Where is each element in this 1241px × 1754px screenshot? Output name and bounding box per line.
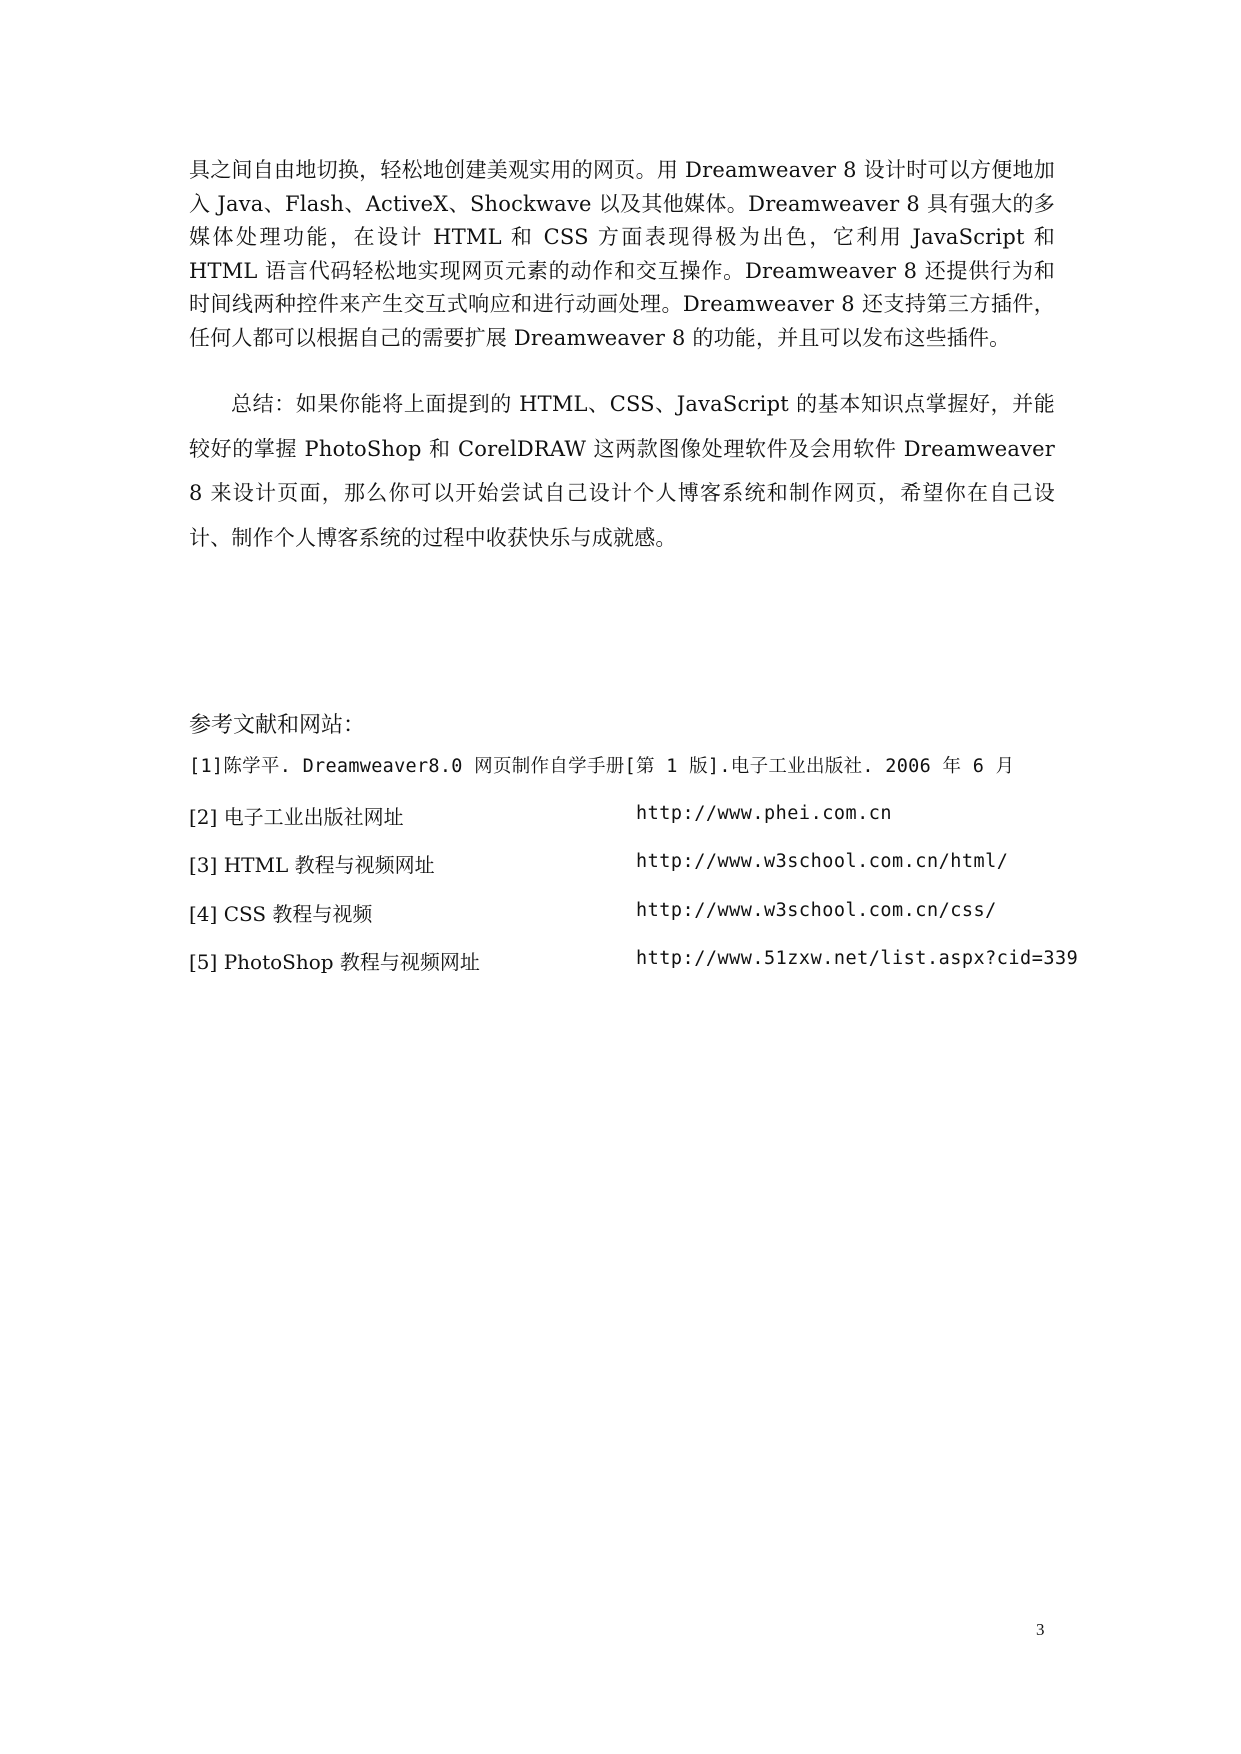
reference-url[interactable]: http://www.51zxw.net/list.aspx?cid=339 — [636, 948, 1079, 969]
reference-url[interactable]: http://www.w3school.com.cn/html/ — [636, 851, 1009, 872]
reference-item-1 — [189, 752, 1069, 801]
reference-text: [1]陈学平. Dreamweaver8.0 网页制作自学手册[第 1 版].电子工业出版社. 2006 年 6 月 — [189, 756, 1015, 777]
summary-paragraph: 总结：如果你能将上面提到的 HTML、CSS、JavaScript 的基本知识点掌握好，并能较好的掌握 PhotoShop 和 CorelDRAW 这两款图像处理软件及会用软件 Dreamweaver 8 来设计页面，那么你可以开始尝试自己设计个人博客系统和制作网页，希望你在自己设计、制作个人博客系统的过程中收获快乐与成就感。 — [189, 392, 1055, 550]
reference-text: [5] PhotoShop 教程与视频网址 — [189, 950, 480, 974]
reference-item-4 — [189, 898, 1069, 947]
reference-item-5 — [189, 946, 1079, 995]
reference-url[interactable]: http://www.w3school.com.cn/css/ — [636, 899, 997, 921]
reference-text: [4] CSS 教程与视频 — [189, 901, 373, 926]
reference-text: [3] HTML 教程与视频网址 — [189, 853, 435, 877]
page-number: 3 — [1036, 1620, 1045, 1639]
reference-url[interactable]: http://www.phei.com.cn — [636, 802, 893, 824]
reference-text: [2] 电子工业出版社网址 — [189, 804, 404, 829]
reference-item-2 — [189, 801, 1069, 850]
reference-item-3 — [189, 849, 1069, 898]
references-heading: 参考文献和网站： — [189, 713, 366, 738]
body-paragraph-1: 具之间自由地切换，轻松地创建美观实用的网页。用 Dreamweaver 8 设计时可以方便地加入 Java、Flash、ActiveX、Shockwave 以及其他媒体。Dreamweaver 8 具有强大的多媒体处理功能，在设计 HTML 和 CSS 方面表现得极为出色，它利用 JavaScript 和 HTML 语言代码轻松地实现网页元素的动作和交互操作。Dreamweaver 8 还提供行为和时间线两种控件来产生交互式响应和进行动画处理。Dreamweaver 8 还支持第三方插件，任何人都可以根据自己的需要扩展 Dreamweaver 8 的功能，并且可以发布这些插件。 — [189, 158, 1055, 350]
references-list — [189, 752, 1079, 995]
